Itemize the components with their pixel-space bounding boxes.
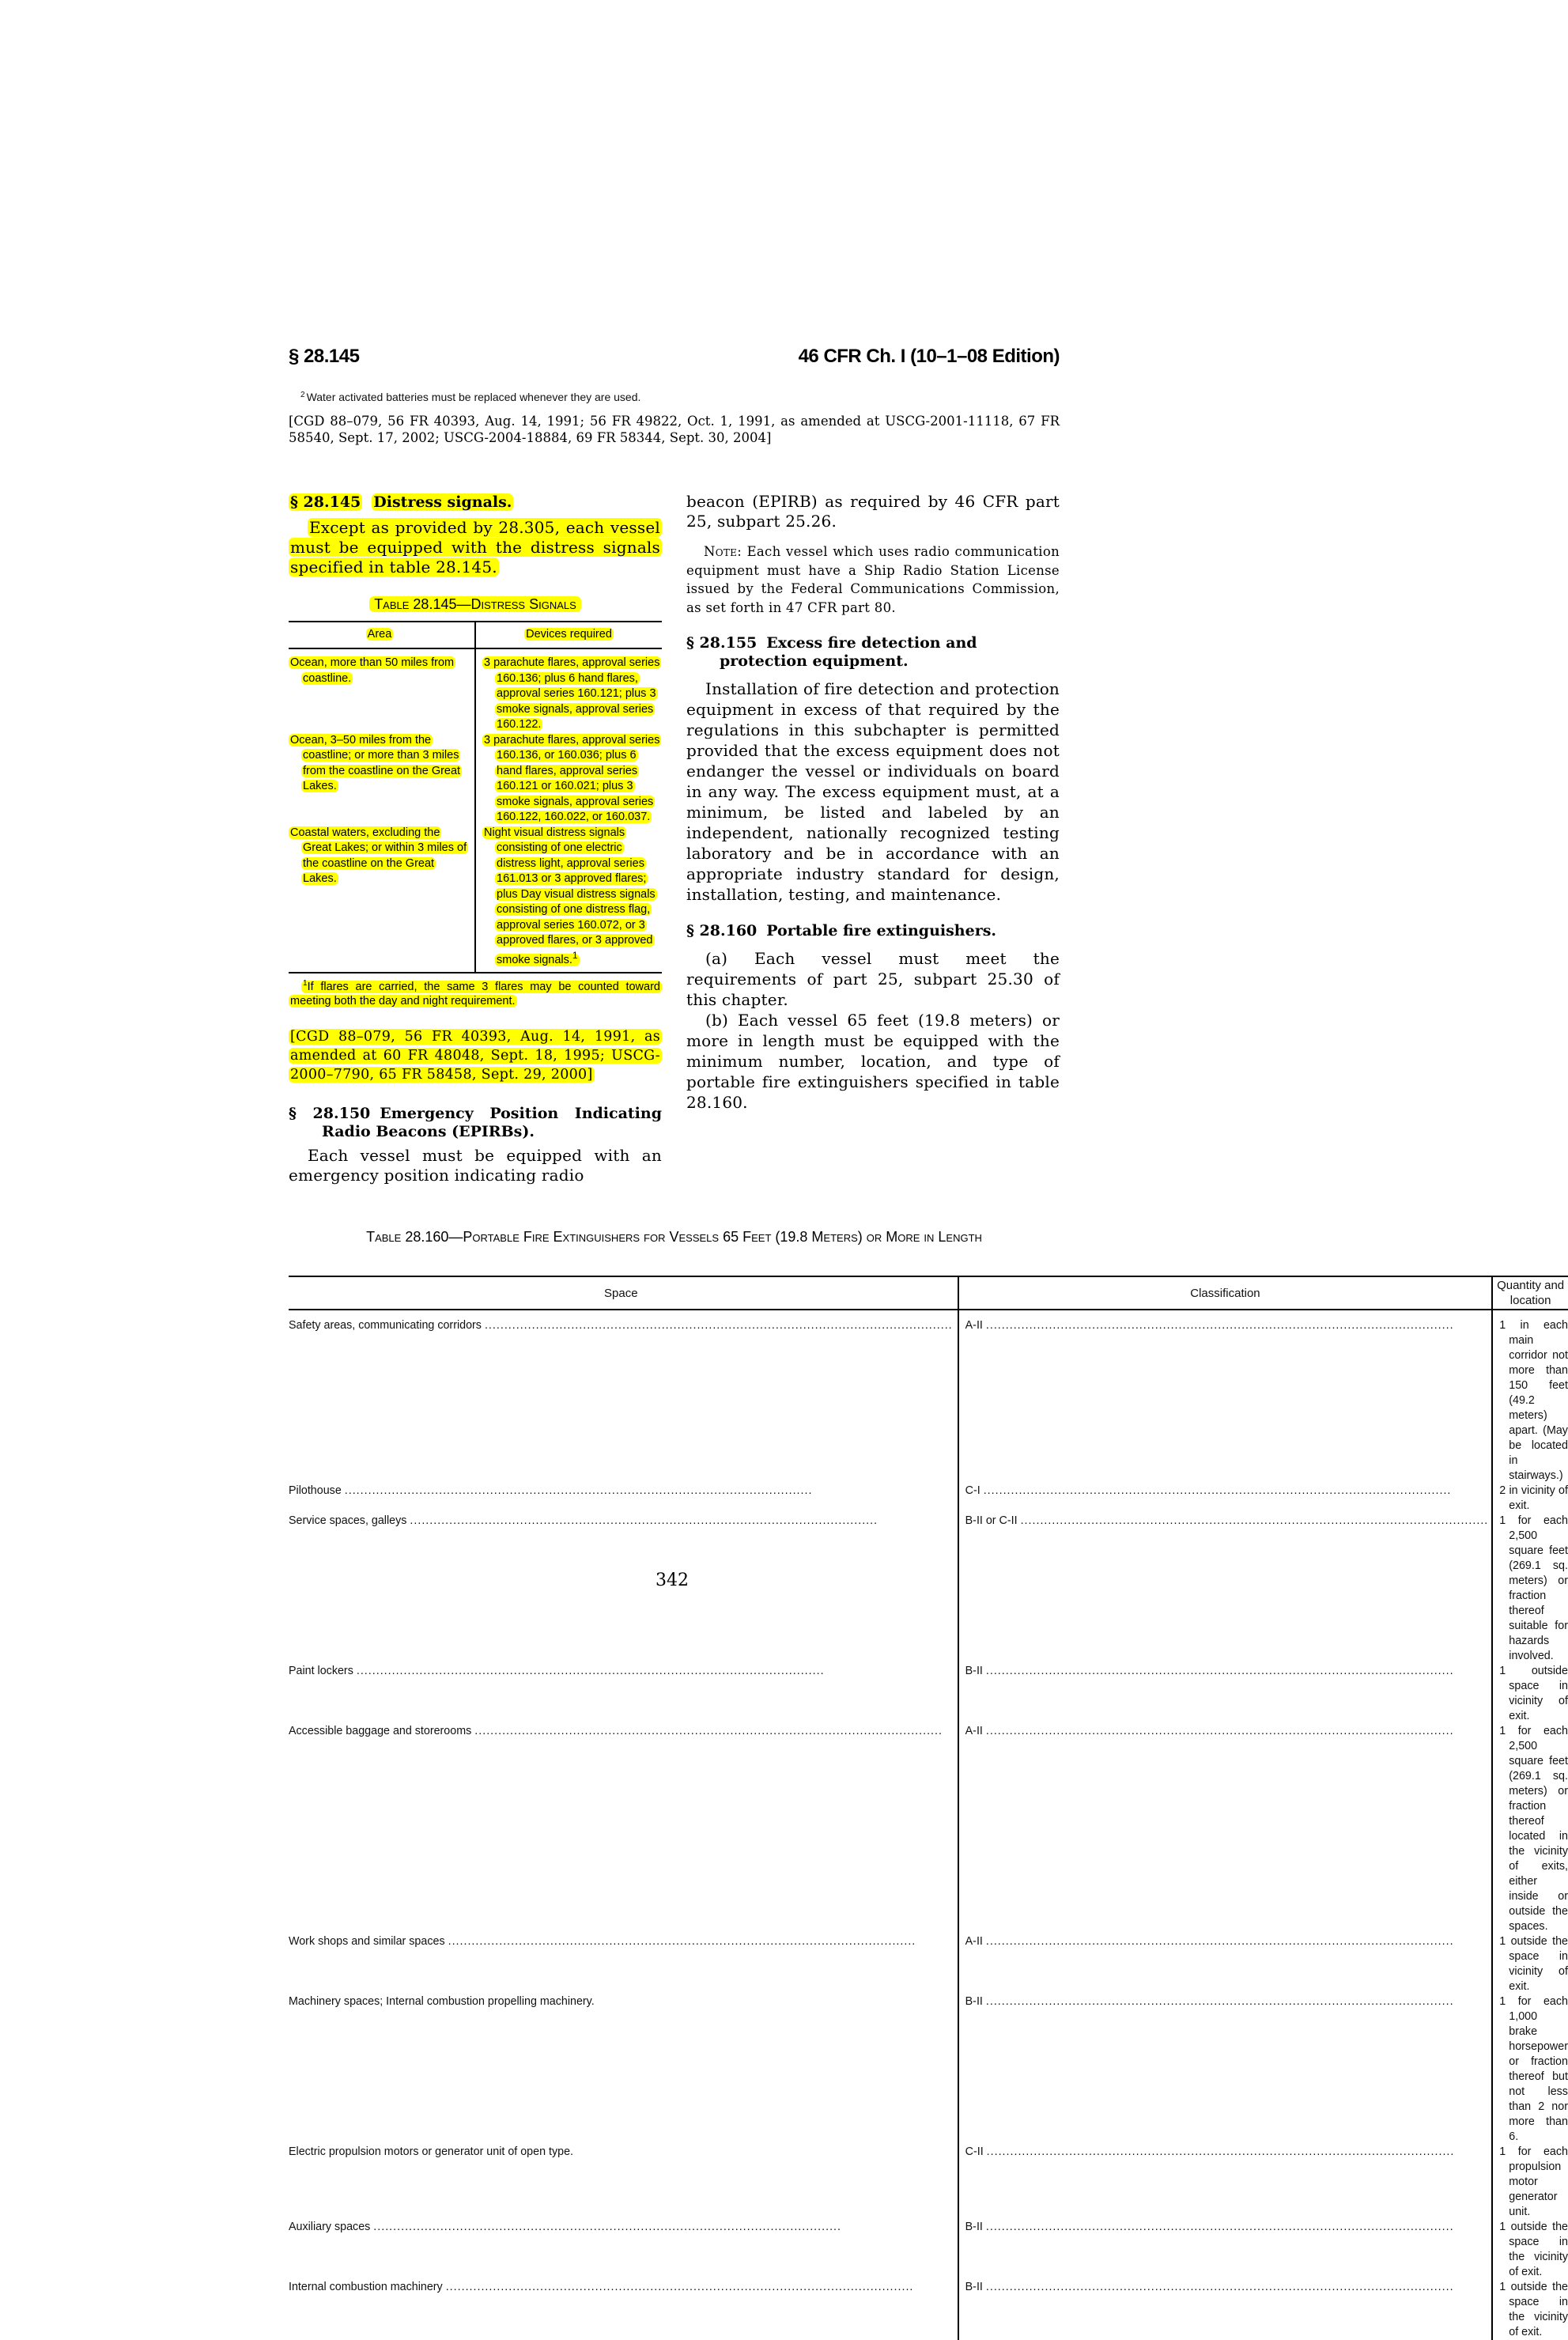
paragraph-a: (a) Each vessel must meet the requirements of part 25, subpart 25.30 of this chapter. [686, 949, 1060, 1009]
footnote-marker: 1 [572, 950, 578, 962]
table-28-160 [289, 1276, 1568, 2340]
prior-footnote [300, 391, 640, 403]
section-heading-28-150 [289, 1105, 662, 1141]
section-heading-28-160 [686, 922, 1060, 940]
quantity-cell: 1 for each 1,000 brake horsepower or fraction thereof but not less than 2 nor more than 6. [1499, 1995, 1568, 2143]
table-row [289, 1934, 1568, 1994]
note-label: Note: [704, 544, 742, 559]
area-cell: Ocean, 3–50 miles from the coastline; or more than 3 miles from the coastline on the Great Lakes. [290, 733, 461, 792]
quantity-cell: 2 in vicinity of exit. [1499, 1484, 1568, 1512]
footnote-marker: 2 [300, 391, 305, 399]
column-header-space: Space [289, 1276, 958, 1310]
quantity-cell: 1 outside space in vicinity of exit. [1499, 1665, 1568, 1722]
section-heading-28-155 [686, 634, 1060, 671]
table-row [289, 2145, 1568, 2220]
table-title-text: Table 28.145—Distress Signals [369, 596, 581, 612]
footnote-marker: 1 [303, 978, 308, 988]
section-title: Distress signals. [373, 493, 512, 511]
quantity-cell: 1 outside the space in the vicinity of exit. [1499, 2281, 1568, 2338]
classification-cell: C-II [965, 2145, 984, 2158]
footnote-text: Water activated batteries must be replaced whenever they are used. [306, 391, 641, 403]
classification-cell: B-II [965, 1995, 983, 2008]
section-note [686, 542, 1060, 617]
header-book-ref: 46 CFR Ch. I (10–1–08 Edition) [798, 346, 1060, 367]
column-header-quantity: Quantity and location [1492, 1276, 1568, 1310]
table-row [289, 2280, 1568, 2340]
header-section-ref: § 28.145 [289, 346, 360, 367]
table-row [289, 826, 662, 973]
section-title: Portable fire extinguishers. [766, 922, 997, 939]
section-number: § 28.160 [686, 922, 758, 939]
table-row [289, 2220, 1568, 2280]
space-cell: Auxiliary spaces [289, 2221, 371, 2233]
devices-cell: 3 parachute flares, approval series 160.136, or 160.036; plus 6 hand flares, approval series 160.121 or 160.021; plus 3 smoke signals, approval series 160.122, 160.022, or 160.037. [484, 733, 660, 823]
space-cell: Electric propulsion motors or generator unit of open type. [289, 2145, 573, 2158]
section-body-text: Except as provided by 28.305, each vessel must be equipped with the distress signals specified in table 28.145. [290, 518, 660, 576]
left-column [289, 493, 662, 1185]
section-body: Each vessel must be equipped with an emergency position indicating radio [289, 1145, 662, 1185]
space-cell: Paint lockers [289, 1665, 353, 1677]
classification-cell: B-II [965, 2281, 983, 2293]
classification-cell: A-II [965, 1319, 983, 1332]
section-body: Installation of fire detection and protection equipment in excess of that required by the regulations in this subchapter is permitted provided that the excess equipment does not endanger the vessel or individuals on board in any way. The excess equipment must, at a minimum, be listed and labeled by an independent, nationally recognized testing laboratory and be in accordance with an appropriate industry standard for design, installation, testing, and maintenance. [686, 679, 1060, 904]
section-body-continued: beacon (EPIRB) as required by 46 CFR part 25, subpart 25.26. [686, 492, 1060, 531]
quantity-cell: 1 outside the space in vicinity of exit. [1499, 1935, 1568, 1993]
section-heading-28-145 [289, 493, 662, 512]
quantity-cell: 1 in each main corridor not more than 150 feet (49.2 meters) apart. (May be located in stairways.) [1499, 1319, 1568, 1482]
paragraph-b: (b) Each vessel 65 feet (19.8 meters) or more in length must be equipped with the minimum number, location, and type of portable fire extinguishers specified in table 28.160. [686, 1011, 1060, 1112]
classification-cell: B-II [965, 2221, 983, 2233]
space-cell: Machinery spaces; Internal combustion propelling machinery. [289, 1995, 595, 2008]
section-number: § 28.150 [289, 1104, 371, 1122]
table-row [289, 1664, 1568, 1724]
running-header [289, 346, 1060, 371]
column-header-area: Area [289, 622, 475, 648]
section-title: Excess fire detection and protection equipment. [720, 634, 977, 670]
space-cell: Work shops and similar spaces [289, 1935, 445, 1948]
table-28-145-footnote [289, 977, 662, 1008]
classification-cell: A-II [965, 1725, 983, 1737]
section-title: Emergency Position Indicating Radio Beacons (EPIRBs). [322, 1104, 662, 1140]
area-cell: Ocean, more than 50 miles from coastline. [290, 656, 455, 685]
column-header-classification: Classification [958, 1276, 1493, 1310]
classification-cell: B-II or C-II [965, 1514, 1018, 1527]
area-cell: Coastal waters, excluding the Great Lakes; or within 3 miles of the coastline on the Great Lakes. [290, 826, 467, 885]
space-cell: Safety areas, communicating corridors [289, 1319, 482, 1332]
section-citation: [CGD 88–079, 56 FR 40393, Aug. 14, 1991, as amended at 60 FR 48048, Sept. 18, 1995; USCG-2000–7790, 65 FR 58458, Sept. 29, 2000] [290, 1028, 660, 1083]
devices-cell: 3 parachute flares, approval series 160.136; plus 6 hand flares, approval series 160.121; plus 3 smoke signals, approval series 160.122. [484, 656, 660, 731]
footnote-text: If flares are carried, the same 3 flares may be counted toward meeting both the day and night requirement. [290, 980, 660, 1007]
column-header-devices: Devices required [475, 622, 662, 648]
devices-cell: Night visual distress signals consisting of one electric distress light, approval series 161.013 or 3 approved flares; plus Day visual distress signals consisting of one distress flag, approval series 160.072, or 3 approved flares, or 3 approved smoke signals.$^1$ [484, 826, 656, 967]
table-row [289, 1724, 1568, 1934]
classification-cell: A-II [965, 1935, 983, 1948]
prior-citation: [CGD 88–079, 56 FR 40393, Aug. 14, 1991; 56 FR 49822, Oct. 1, 1991, as amended at USCG-2001-11118, 67 FR 58540, Sept. 17, 2002; USCG-2004-18884, 69 FR 58344, Sept. 30, 2004] [289, 414, 1060, 445]
right-column [686, 492, 1060, 1113]
quantity-cell: 1 for each propulsion motor generator unit. [1499, 2145, 1568, 2218]
table-row [289, 1994, 1568, 2145]
space-cell: Internal combustion machinery [289, 2281, 443, 2293]
space-cell: Accessible baggage and storerooms [289, 1725, 472, 1737]
space-cell: Pilothouse [289, 1484, 342, 1497]
space-cell: Service spaces, galleys [289, 1514, 407, 1527]
classification-cell: B-II [965, 1665, 983, 1677]
table-row [289, 733, 662, 826]
classification-cell: C-I [965, 1484, 980, 1497]
section-number: § 28.145 [290, 493, 361, 511]
table-28-160-title: Table 28.160—Portable Fire Extinguishers for Vessels 65 Feet (19.8 Meters) or More in Length [366, 1229, 982, 1245]
table-row [289, 1310, 1568, 1484]
quantity-cell: 1 outside the space in the vicinity of exit. [1499, 2221, 1568, 2278]
note-text: Each vessel which uses radio communication equipment must have a Ship Radio Station License issued by the Federal Communications Commission, as set forth in 47 CFR part 80. [686, 544, 1060, 615]
table-28-145 [289, 621, 662, 973]
quantity-cell: 1 for each 2,500 square feet (269.1 sq. meters) or fraction thereof suitable for hazards involved. [1499, 1514, 1568, 1662]
section-number: § 28.155 [686, 634, 758, 652]
page-number: 342 [656, 1571, 689, 1590]
section-body [289, 518, 662, 577]
table-28-145-title [289, 596, 662, 613]
table-row [289, 1484, 1568, 1514]
quantity-cell: 1 for each 2,500 square feet (269.1 sq. meters) or fraction thereof located in the vicinity of exits, either inside or outside the spaces. [1499, 1725, 1568, 1933]
table-row [289, 648, 662, 733]
